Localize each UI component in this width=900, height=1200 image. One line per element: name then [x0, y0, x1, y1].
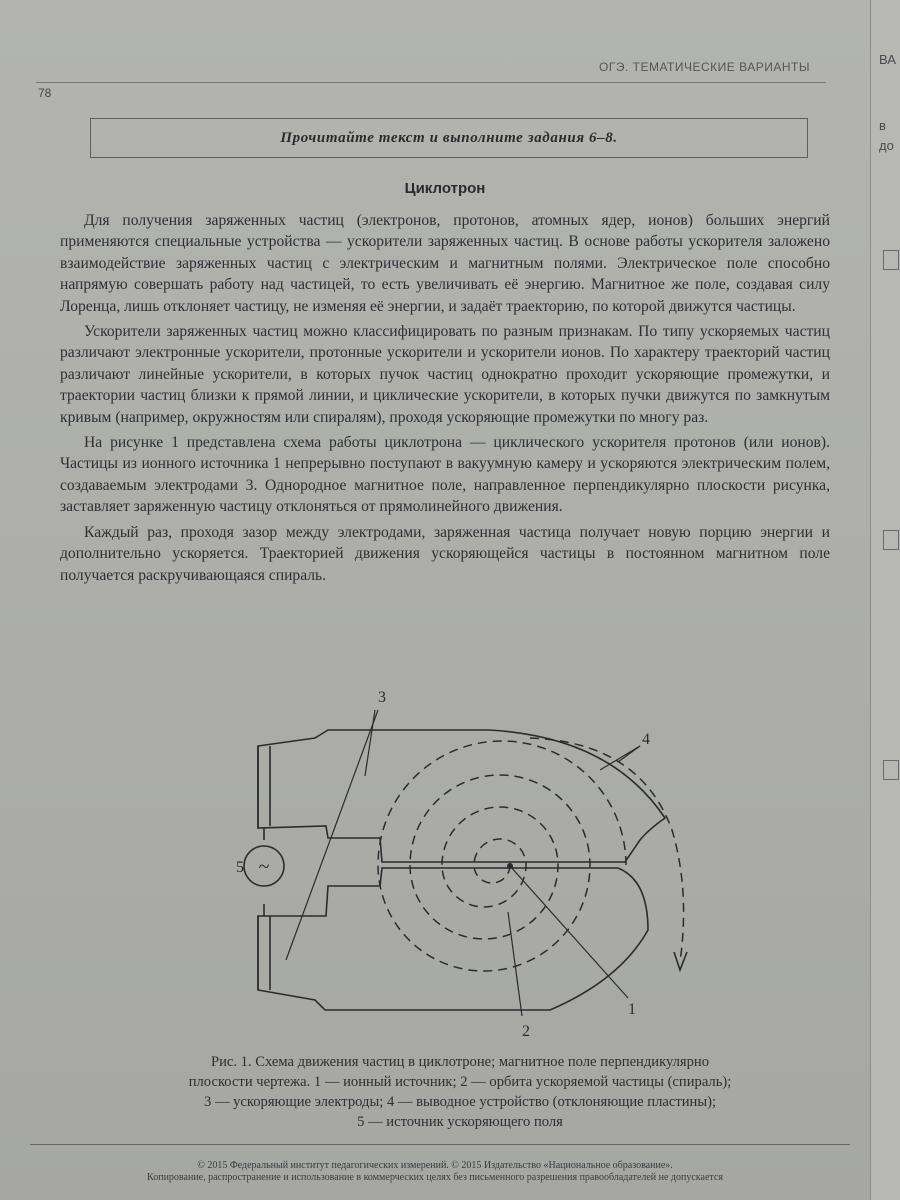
article-body [60, 210, 830, 590]
leader-3a [365, 710, 375, 776]
caption-line: плоскости чертежа. 1 — ионный источник; 2 — орбита ускоряемой частицы (спираль); [188, 1074, 732, 1090]
label-1: 1 [628, 1001, 636, 1018]
paragraph: Для получения заряженных частиц (электронов, протонов, атомных ядер, ионов) больших энергий применяются специальные устройства — ускорители заряженных частиц. В основе работы ускорителя заложено взаимодействие заряженных частиц с электрическим и магнитным полями. Электрическое поле способно напрямую совершать работу над частицей, то есть увеличивать её энергию. Магнитное же поле, создавая силу Лоренца, лишь отклоняет частицу, не изменяя её энергии, и задаёт траекторию, по которой движутся частицы. [60, 212, 830, 315]
spiral-orbit [378, 741, 626, 971]
upper-electrode [258, 730, 665, 862]
lower-electrode [258, 868, 648, 1010]
header-rule [36, 82, 826, 83]
caption-line: 3 — ускоряющие электроды; 4 — выводное устройство (отклоняющие пластины); [203, 1094, 717, 1110]
extraction-path [530, 738, 684, 962]
article-title: Циклотрон [404, 180, 486, 197]
ac-source-symbol: ~ [258, 856, 270, 878]
edge-fragment: в [879, 118, 886, 133]
paragraph: Ускорители заряженных частиц можно классифицировать по разным признакам. По типу ускоряемых частиц различают электронные ускорители, протонные ускорители и ускорители ионов. По характеру траекторий частиц различают линейные ускорители, в которых пучок частиц однократно проходит ускоряющие промежутки, и траектории частиц близки к прямой линии, и циклические ускорители, в которых пучки движутся по замкнутым кривым (например, окружностям или спиралям), проходя ускоряющие промежутки по многу раз. [60, 323, 830, 426]
paragraph: На рисунке 1 представлена схема работы циклотрона — циклического ускорителя протонов (или ионов). Частицы из ионного источника 1 непрерывно поступают в вакуумную камеру и ускоряются электрическим полем, создаваемым электродами 3. Однородное магнитное поле, направленное перпендикулярно плоскости рисунка, заставляет заряженную частицу отклоняться от прямолинейного движения. [60, 434, 830, 516]
instruction-text: Прочитайте текст и выполните задания 6–8. [280, 129, 618, 146]
label-4: 4 [642, 731, 650, 748]
answer-box [883, 760, 899, 780]
label-3: 3 [378, 689, 386, 706]
leader-2 [508, 912, 522, 1016]
answer-box [883, 250, 899, 270]
label-5: 5 [236, 859, 244, 876]
footer-rule [30, 1144, 850, 1145]
cyclotron-diagram [220, 680, 720, 1050]
page-number: 78 [38, 86, 52, 100]
answer-box [883, 530, 899, 550]
figure-caption [70, 1052, 850, 1132]
copyright-line: Копирование, распространение и использование в коммерческих целях без письменного разрешения правообладателей не допускается [147, 1172, 723, 1183]
leader-3b [286, 710, 378, 960]
caption-line: 5 — источник ускоряющего поля [357, 1114, 563, 1130]
instruction-box [90, 118, 808, 158]
label-2: 2 [522, 1023, 530, 1040]
copyright-notice [40, 1160, 830, 1184]
edge-fragment: до [879, 138, 894, 153]
next-page-edge [870, 0, 900, 1200]
paragraph: Каждый раз, проходя зазор между электродами, заряженная частица получает новую порцию энергии и дополнительно ускоряется. Траекторией движения ускоряющейся частицы в постоянном магнитном поле получается раскручивающаяся спираль. [60, 523, 830, 584]
edge-fragment: ВА [879, 52, 896, 67]
leader-4b [600, 746, 640, 770]
caption-line: Рис. 1. Схема движения частиц в циклотроне; магнитное поле перпендикулярно [210, 1054, 710, 1070]
copyright-line: © 2015 Федеральный институт педагогических измерений. © 2015 Издательство «Национальное образование». [197, 1160, 673, 1171]
running-head: ОГЭ. ТЕМАТИЧЕСКИЕ ВАРИАНТЫ [599, 60, 810, 74]
leader-1 [510, 866, 628, 998]
